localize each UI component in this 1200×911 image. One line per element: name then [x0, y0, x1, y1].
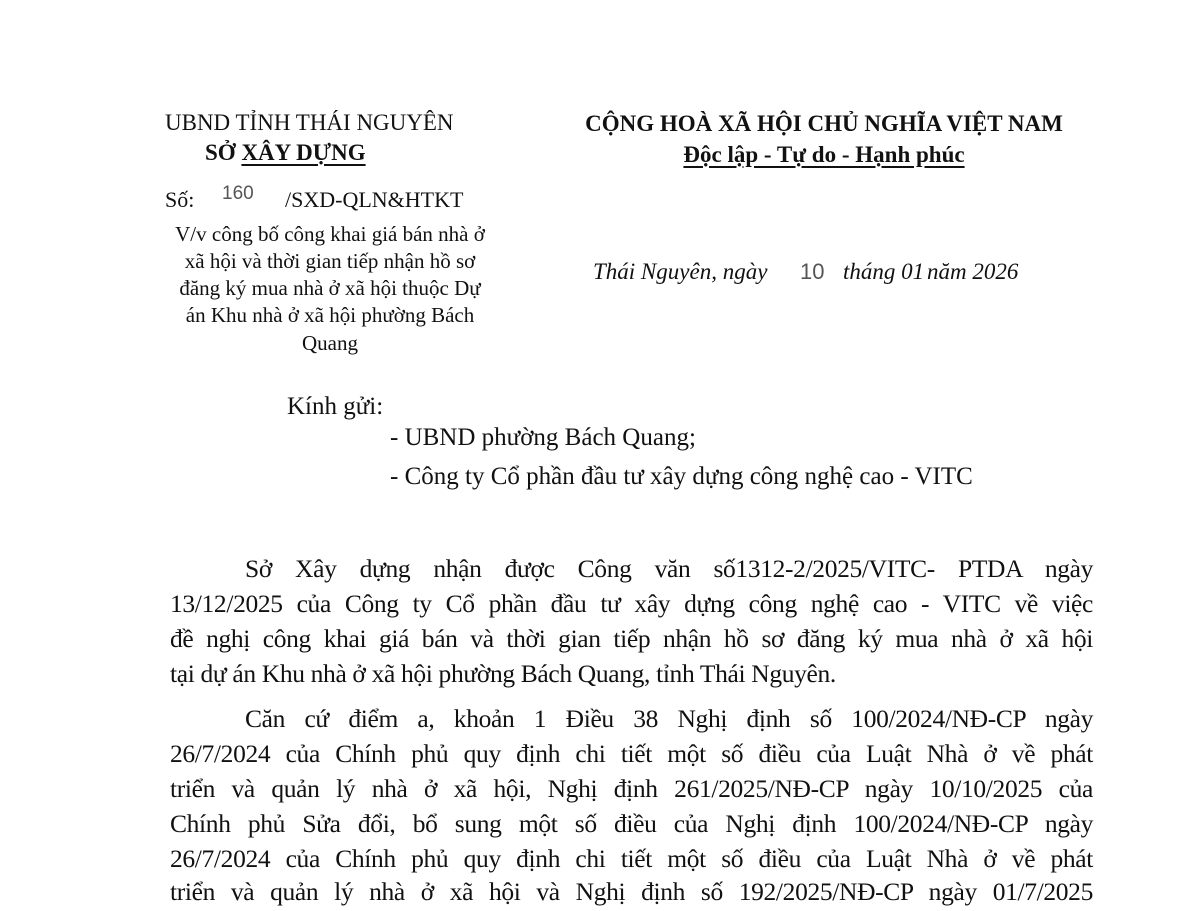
subject-line: Quang — [302, 331, 358, 355]
subject-line: xã hội và thời gian tiếp nhận hồ sơ — [184, 249, 476, 273]
body-line: 13/12/2025 của Công ty Cổ phần đầu tư xây dựng công nghệ cao - VITC về việc — [170, 589, 1093, 618]
body-line: triển và quản lý nhà ở xã hội và Nghị định số 192/2025/NĐ-CP ngày 01/7/2025 — [170, 877, 1093, 906]
document-number-label: Số: — [165, 187, 195, 212]
recipients-label: Kính gửi: — [287, 393, 384, 420]
body-line: Sở Xây dựng nhận được Công văn số1312-2/2025/VITC- PTDA ngày — [245, 554, 1093, 583]
body-line: 26/7/2024 của Chính phủ quy định chi tiết một số điều của Luật Nhà ở về phát — [170, 739, 1093, 768]
date-day: 10 — [800, 259, 825, 284]
body-line: Căn cứ điểm a, khoản 1 Điều 38 Nghị định số 100/2024/NĐ-CP ngày — [245, 704, 1093, 733]
national-title: CỘNG HOÀ XÃ HỘI CHỦ NGHĨA VIỆT NAM — [585, 111, 1063, 136]
department-prefix: SỞ — [205, 140, 236, 165]
subject-line: án Khu nhà ở xã hội phường Bách — [185, 303, 475, 327]
date-place: Thái Nguyên, ngày — [593, 259, 768, 284]
subject-line: V/v công bố công khai giá bán nhà ở — [175, 222, 485, 246]
body-line: Chính phủ Sửa đổi, bổ sung một số điều của Nghị định 100/2024/NĐ-CP ngày — [170, 809, 1093, 838]
issuing-authority: UBND TỈNH THÁI NGUYÊN — [165, 110, 454, 135]
date-month: tháng 01 — [843, 259, 925, 284]
national-motto — [548, 142, 1100, 168]
motto-text: Độc lập - Tự do - Hạnh phúc — [683, 142, 965, 167]
document-number-suffix: /SXD-QLN&HTKT — [285, 187, 464, 212]
department-name — [205, 140, 366, 166]
document-number-value: 160 — [222, 183, 254, 204]
body-line: tại dự án Khu nhà ở xã hội phường Bách Quang, tỉnh Thái Nguyên. — [170, 659, 836, 688]
body-line: 26/7/2024 của Chính phủ quy định chi tiết một số điều của Luật Nhà ở về phát — [170, 844, 1093, 873]
recipient-item: - Công ty Cổ phần đầu tư xây dựng công nghệ cao - VITC — [390, 463, 973, 490]
recipient-item: - UBND phường Bách Quang; — [390, 424, 696, 451]
date-year: năm 2026 — [927, 259, 1019, 284]
department-title: XÂY DỰNG — [241, 140, 366, 165]
body-line: đề nghị công khai giá bán và thời gian tiếp nhận hồ sơ đăng ký mua nhà ở xã hội — [170, 624, 1093, 653]
body-line: triển và quản lý nhà ở xã hội, Nghị định 261/2025/NĐ-CP ngày 10/10/2025 của — [170, 774, 1093, 803]
subject-line: đăng ký mua nhà ở xã hội thuộc Dự — [179, 276, 481, 300]
